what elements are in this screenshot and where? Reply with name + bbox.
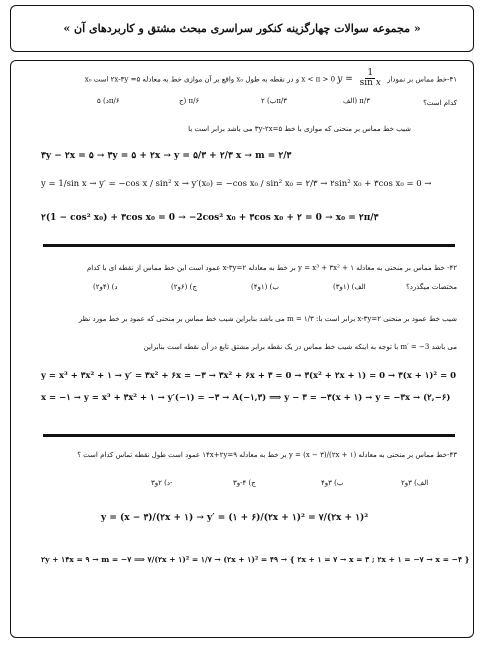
q41-option-b: ب) ۲π/۳ (261, 97, 288, 105)
q41-line-1: ۳y − ۲x = ۵ → ۳y = ۵ + ۲x → y = ۵/۳ + ۲/۳ x → m = ۲/۳ (41, 151, 292, 161)
q41-condition: 0 < x < π و (295, 75, 336, 84)
q42-option-c: ج) (۶و۲) (171, 283, 197, 291)
q42-option-b: ب) (۱و۴) (251, 283, 279, 291)
q41-stem-a: ۴۱-خط مماس بر نمودار (387, 75, 457, 84)
q43-line-1: y = (x − ۳)/(۲x + ۱) → y′ = (۱ + ۶)/(۲x + ۱)² = ۷/(۲x + ۱)² (101, 513, 369, 523)
q43-option-a: الف) ۳و۲ (401, 479, 429, 487)
separator-1 (43, 244, 455, 247)
page-title-box (10, 5, 474, 52)
q41-stem (85, 69, 457, 89)
q42-solution-1: شیب خط عمود بر منحنی ۲=x-۳y برابر است با: m = ۱/۳ می باشد بنابراین شیب خط مماس بر منحنی که عمود بر خط مورد نظر (78, 315, 457, 323)
q41-function: y = $\frac{1}{\text{sin x}}$ (337, 68, 381, 89)
content-box (10, 60, 474, 638)
q41-line-3: ۲(1 − cos² x₀) + ۳cos x₀ = 0 → −2cos² x₀ + ۳cos x₀ + ۲ = 0 → x₀ = ۲π/۳ (41, 213, 379, 223)
q41-stem-b: در نقطه به طول x₀ واقع بر آن موازی خط به معادله ۵= ۲x-۳y است x₀ (84, 75, 294, 84)
q41-option-a: الف) π/۳ (343, 97, 371, 105)
q42-line-2: x = −۱ → y = x³ + ۳x² + ۱ → y′(−۱) = −۳ → A(−۱,۳) ⟹ y − ۳ = −۳(x + ۱) → y = −۳x → (۲,−۶) (41, 393, 451, 403)
q43-option-c: ج) ۴-و۳ (233, 479, 256, 487)
q41-option-d: د) ۵π/۶ (97, 97, 120, 105)
q41-option-c: ج) π/۶ (179, 97, 200, 105)
q41-line-2: y = 1/sin x → y′ = −cos x / sin² x → y′(x₀) = −cos x₀ / sin² x₀ = ۲/۳ → ۲sin² x₀ + ۳cos x₀ = 0 → (41, 179, 432, 189)
q42-option-a: الف) (۱و۳) (333, 283, 366, 291)
q41-solution-text: شیب خط مماس بر منحنی که موازی با خط ۵=۳y-۲x می باشد برابر است با (188, 125, 411, 133)
q42-option-d: د) (۴و۲) (93, 283, 118, 291)
q42-stem: ۴۲- خط مماس بر منحنی به معادله y = x³ + ۳x² + ۱ بر خط به معادله ۲=x-۳y عمود است این خط مماس از نقطه ای با کدام (86, 264, 457, 272)
q42-solution-2: می باشد m′ = −3 با توجه به اینکه شیب خط مماس در یک نقطه برابر مشتق تابع در آن نقطه است بنابراین (143, 343, 457, 351)
q42-ask: مختصات میگذرد؟ (405, 283, 457, 291)
q43-option-d: د) ۲و۳- (151, 479, 173, 487)
page-title: « مجموعه سوالات چهارگزینه کنکور سراسری مبحث مشتق و کاربردهای آن » (63, 22, 421, 35)
q42-line-1: y = x³ + ۳x² + ۱ → y′ = ۳x² + ۶x = −۳ → ۳x² + ۶x + ۳ = 0 → ۳(x² + ۲x + ۱) = 0 → ۳(x + ۱)² = 0 (41, 371, 457, 381)
separator-2 (43, 434, 455, 437)
q41-ask: کدام است؟ (423, 99, 457, 107)
q43-stem: ۴۳-خط مماس بر منحنی به معادله y = (x − ۳)/(۲x + ۱) بر خط به معادله ۹=۱۴x+۲y عمود است طول نقطه تماس کدام است ؟ (77, 451, 457, 459)
q43-option-b: ب) ۳و۴ (321, 479, 344, 487)
q43-line-2: ۲y + ۱۴x = ۹ → m = −۷ ⟹ ۷/(۲x + ۱)² = ۱/۷ → (۲x + ۱)² = ۴۹ → { ۲x + ۱ = ۷ → x = ۳ ; ۲x + ۱ = −۷ → x = −۴ } (41, 555, 470, 564)
